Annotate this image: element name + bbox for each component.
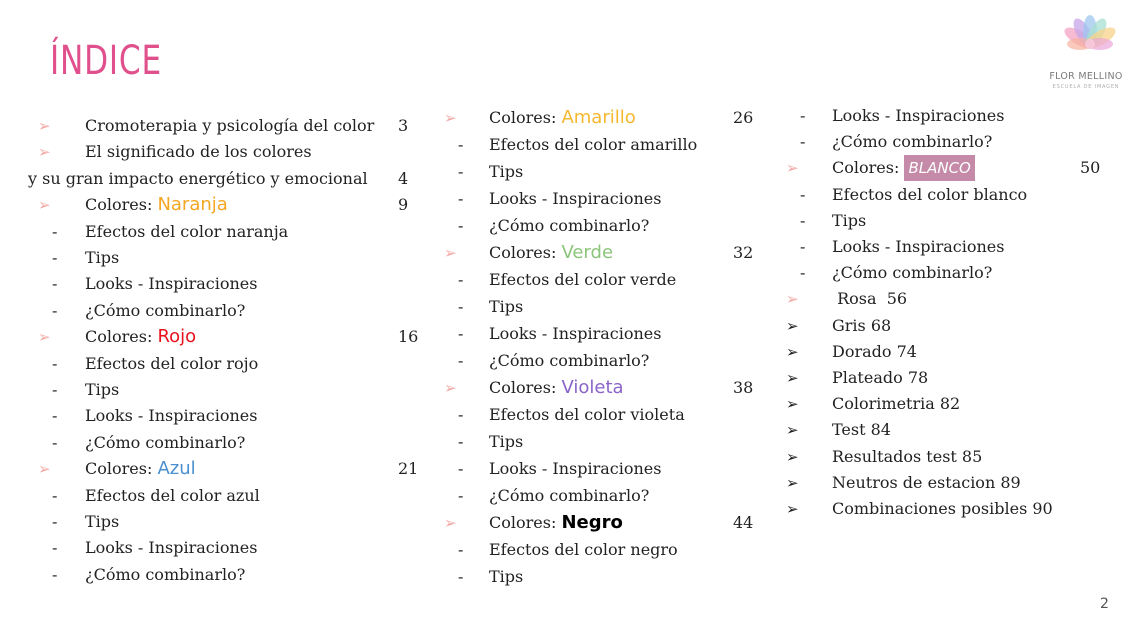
color-name: BLANCO: [904, 155, 974, 181]
toc-entry-label: Looks - Inspiraciones: [489, 189, 662, 208]
page-number: 2: [1100, 596, 1109, 612]
color-name: Amarillo: [561, 107, 636, 128]
toc-entry-label: ¿Cómo combinarlo?: [489, 351, 650, 370]
toc-entry: [0, 564, 1138, 590]
toc-entry-label: Colores:: [489, 108, 562, 127]
toc-entry-label: Tips: [489, 162, 524, 181]
toc-entry-label: Tips: [85, 512, 120, 531]
toc-entry-label: Tips: [85, 380, 120, 399]
toc-entry-label: Rosa 56: [832, 289, 908, 309]
arrow-bullet-icon: ➢: [786, 369, 799, 387]
toc-entry-label: ¿Cómo combinarlo?: [85, 432, 246, 452]
toc-entry-text: [832, 313, 891, 339]
dash-bullet-icon: -: [800, 263, 806, 283]
toc-entry: [0, 260, 1138, 286]
toc-entry-label: Efectos del color azul: [85, 485, 260, 505]
toc-entry-text: [489, 564, 523, 590]
toc-entry: [0, 182, 1138, 208]
arrow-bullet-icon: ➢: [786, 342, 799, 361]
toc-entry-label: Tips: [489, 297, 524, 316]
toc-entry-label: ¿Cómo combinarlo?: [489, 486, 650, 505]
dash-bullet-icon: -: [52, 432, 58, 452]
dash-bullet-icon: -: [458, 324, 464, 343]
toc-entry-text: [832, 234, 1004, 260]
toc-entry-label: Looks - Inspiraciones: [489, 459, 662, 478]
arrow-bullet-icon: ➢: [786, 159, 799, 178]
dash-bullet-icon: -: [52, 564, 58, 584]
toc-entry-label: Combinaciones posibles 90: [832, 499, 1053, 518]
toc-entry-text: [832, 129, 992, 155]
toc-entry-label: ¿Cómo combinarlo?: [489, 216, 650, 235]
toc-page-number: 3: [398, 116, 409, 135]
toc-entry-label: ¿Cómo combinarlo?: [832, 132, 993, 152]
toc-entry: [0, 417, 1138, 443]
toc-entry-text: [832, 155, 975, 181]
color-name: Verde: [561, 242, 614, 263]
dash-bullet-icon: -: [458, 216, 464, 235]
toc-entry-label: Resultados test 85: [832, 446, 983, 466]
toc-entry-label: Colores:: [489, 378, 562, 397]
toc-entry-label: Efectos del color verde: [489, 270, 677, 289]
toc-entry-label: Tips: [832, 210, 867, 230]
toc-entry-label: Efectos del color negro: [489, 540, 678, 559]
toc-entry-label: Looks - Inspiraciones: [832, 106, 1005, 125]
color-name: Rojo: [157, 326, 197, 348]
arrow-bullet-icon: ➢: [444, 109, 457, 127]
toc-entry-label: Colorimetria 82: [832, 394, 961, 414]
toc-entry: [0, 286, 1138, 312]
dash-bullet-icon: -: [458, 162, 464, 181]
toc-entry-text: [832, 182, 1027, 208]
toc-entry-text: [832, 470, 1021, 496]
toc-entry-label: Efectos del color amarillo: [489, 135, 698, 154]
toc-entry-label: Looks - Inspiraciones: [85, 538, 258, 558]
toc-entry-label: Colores:: [489, 243, 562, 262]
toc-entry-label: Neutros de estacion 89: [832, 472, 1021, 492]
toc-entry-label: Looks - Inspiraciones: [832, 237, 1005, 256]
page-title: ÍNDICE: [50, 38, 162, 84]
toc-entry-label: Efectos del color naranja: [85, 221, 289, 241]
dash-bullet-icon: -: [52, 353, 58, 373]
toc-entry: [0, 470, 1138, 496]
toc-entry-text: [832, 103, 1004, 129]
dash-bullet-icon: -: [52, 248, 58, 267]
dash-bullet-icon: -: [52, 274, 58, 294]
arrow-bullet-icon: ➢: [786, 473, 799, 492]
toc-page-number: 26: [733, 108, 754, 127]
toc-page-number: 9: [398, 195, 409, 215]
toc-entry-label: Dorado 74: [832, 341, 917, 361]
color-name: Negro: [561, 512, 623, 533]
toc-entry-text: [832, 444, 982, 470]
dash-bullet-icon: -: [458, 486, 464, 505]
toc-entry: [0, 155, 1138, 181]
toc-page-number: 16: [398, 327, 419, 347]
toc-page-number: 44: [733, 513, 754, 532]
dash-bullet-icon: -: [800, 210, 806, 230]
dash-bullet-icon: -: [458, 297, 464, 316]
toc-entry: [0, 313, 1138, 339]
toc-entry-label: Test 84: [832, 420, 891, 440]
toc-entry: [0, 103, 1138, 129]
toc-entry-label: Gris 68: [832, 315, 892, 335]
toc-entry-label: Colores:: [85, 327, 158, 347]
arrow-bullet-icon: ➢: [38, 117, 51, 135]
toc-entry-text: [489, 537, 678, 563]
arrow-bullet-icon: ➢: [786, 421, 799, 440]
toc-entry-label: Looks - Inspiraciones: [85, 406, 258, 426]
dash-bullet-icon: -: [52, 538, 58, 558]
toc-entry-text: [832, 417, 891, 443]
toc-entry-label: El significado de los colores: [85, 142, 312, 162]
toc-entry-label: Colores:: [85, 195, 158, 215]
arrow-bullet-icon: ➢: [786, 395, 799, 414]
toc-entry-text: [832, 339, 917, 365]
dash-bullet-icon: -: [458, 459, 464, 478]
toc-entry-text: [832, 208, 866, 234]
toc-entry: [0, 496, 1138, 522]
dash-bullet-icon: -: [52, 485, 58, 505]
arrow-bullet-icon: ➢: [444, 244, 457, 262]
arrow-bullet-icon: ➢: [786, 500, 799, 518]
toc-entry: [0, 444, 1138, 470]
toc-page-number: 4: [398, 168, 409, 188]
toc-entry: [0, 129, 1138, 155]
toc-entry-label: ¿Cómo combinarlo?: [832, 263, 993, 283]
toc-entry: [0, 391, 1138, 417]
dash-bullet-icon: -: [800, 132, 806, 152]
toc-entry-label: Plateado 78: [832, 368, 929, 387]
dash-bullet-icon: -: [52, 512, 58, 531]
toc-entry-text: [832, 391, 960, 417]
toc-entry: [0, 365, 1138, 391]
toc-entry-label: ¿Cómo combinarlo?: [85, 564, 246, 584]
toc-entry-text: [832, 365, 928, 391]
toc-entry-label: Tips: [489, 432, 524, 451]
toc-entry-label: Colores:: [832, 158, 905, 178]
dash-bullet-icon: -: [52, 221, 58, 241]
toc-entry: [0, 234, 1138, 260]
dash-bullet-icon: -: [800, 106, 806, 125]
toc-entry: [0, 208, 1138, 234]
toc-entry-text: [832, 496, 1053, 522]
toc-entry-label: y su gran impacto energético y emocional: [28, 168, 368, 188]
color-name: Naranja: [157, 194, 228, 216]
toc-page-number: 50: [1080, 158, 1101, 178]
arrow-bullet-icon: ➢: [38, 328, 51, 347]
toc-entry: [0, 339, 1138, 365]
arrow-bullet-icon: ➢: [786, 447, 799, 466]
arrow-bullet-icon: ➢: [38, 460, 51, 479]
toc-entry-label: Cromoterapia y psicología del color: [85, 116, 375, 135]
toc-entry-label: ¿Cómo combinarlo?: [85, 300, 246, 320]
toc-page-number: 21: [398, 459, 419, 479]
toc-entry-text: [832, 286, 907, 312]
toc-entry-label: Tips: [489, 567, 524, 586]
dash-bullet-icon: -: [458, 189, 464, 208]
dash-bullet-icon: -: [52, 300, 58, 320]
color-name: Azul: [157, 458, 196, 480]
dash-bullet-icon: -: [52, 406, 58, 426]
toc-entry-label: Tips: [85, 248, 120, 267]
dash-bullet-icon: -: [458, 351, 464, 370]
toc-entry-label: Efectos del color blanco: [832, 184, 1028, 204]
dash-bullet-icon: -: [458, 405, 464, 424]
toc-entry-label: Efectos del color rojo: [85, 353, 259, 373]
arrow-bullet-icon: ➢: [38, 143, 51, 162]
toc-entry-text: [832, 260, 992, 286]
dash-bullet-icon: -: [458, 432, 464, 451]
dash-bullet-icon: -: [458, 567, 464, 586]
toc-entry-label: Looks - Inspiraciones: [85, 274, 258, 294]
logo-subtitle: ESCUELA DE IMAGEN: [1052, 84, 1120, 90]
toc-page-number: 32: [733, 243, 754, 262]
arrow-bullet-icon: ➢: [38, 196, 51, 215]
logo-name: FLOR MELLINO: [1049, 71, 1123, 82]
arrow-bullet-icon: ➢: [786, 316, 799, 335]
arrow-bullet-icon: ➢: [786, 290, 799, 309]
toc-entry-label: Colores:: [85, 459, 158, 479]
dash-bullet-icon: -: [800, 184, 806, 204]
toc-page-number: 38: [733, 378, 754, 397]
arrow-bullet-icon: ➢: [444, 379, 457, 397]
color-name: Violeta: [561, 377, 624, 398]
dash-bullet-icon: -: [458, 135, 464, 154]
arrow-bullet-icon: ➢: [444, 514, 457, 532]
toc-entry-label: Looks - Inspiraciones: [489, 324, 662, 343]
dash-bullet-icon: -: [800, 237, 806, 256]
toc-entry-label: Colores:: [489, 513, 562, 532]
dash-bullet-icon: -: [458, 540, 464, 559]
dash-bullet-icon: -: [52, 380, 58, 399]
toc-entry-label: Efectos del color violeta: [489, 405, 685, 424]
dash-bullet-icon: -: [458, 270, 464, 289]
toc-entry: [0, 537, 1138, 563]
